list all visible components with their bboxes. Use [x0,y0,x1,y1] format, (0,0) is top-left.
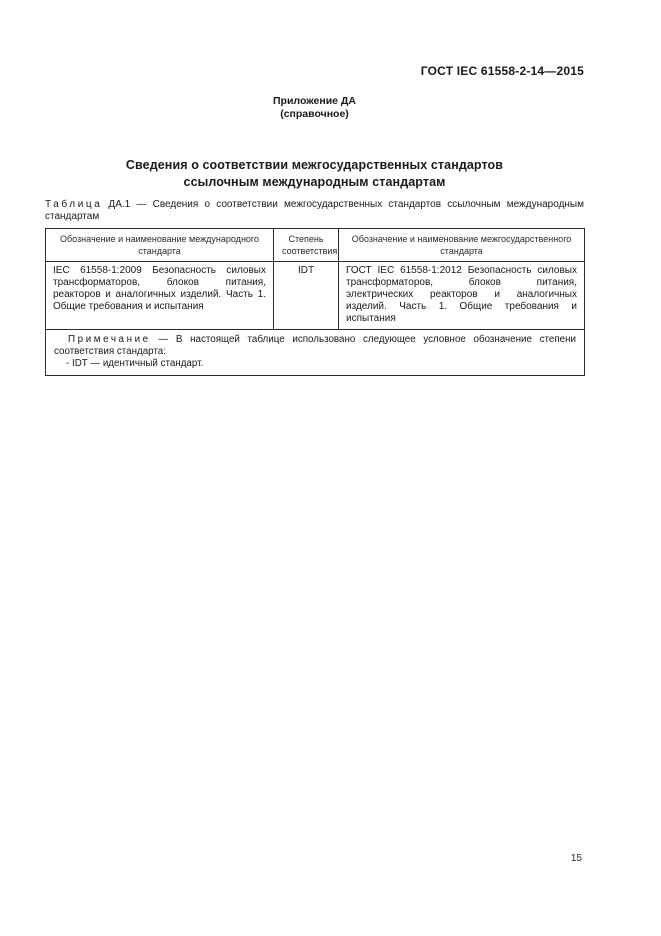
note-cell [46,330,585,376]
section-title-line2: ссылочным международным стандартам [183,174,446,189]
section-title [45,157,584,190]
cell-degree-of-conformity: IDT [274,262,339,330]
table-caption-label: Таблица [45,199,103,210]
column-header-international-standard: Обозначение и наименование международного стандарта [46,229,274,262]
column-header-degree-of-conformity: Степень соответствия [274,229,339,262]
page-number: 15 [570,853,582,864]
note-text: — В настоящей таблице использовано следующее условное обозначение степени соответствия стандарта: [54,334,576,357]
table-caption [45,199,584,223]
table-note-row [46,330,585,376]
section-title-line1: Сведения о соответствии межгосударственных стандартов [125,158,504,172]
annex-title: Приложение ДА [273,95,356,107]
note-paragraph [54,334,576,357]
table-row [46,262,585,330]
table-header-row [46,229,585,262]
running-header: ГОСТ IEC 61558-2-14—2015 [420,64,584,78]
correspondence-table [45,228,585,376]
content-column [45,0,584,376]
table-caption-text: ДА.1 — Сведения о соответствии межгосударственных стандартов ссылочным международным стандартам [45,199,584,222]
note-label: Примечание [68,334,151,345]
cell-interstate-standard: ГОСТ IEC 61558-1:2012 Безопасность силовых трансформаторов, блоков питания, электрических реакторов и аналогичных изделий. Часть 1. Общие требования и испытания [339,262,585,330]
note-item-idt: - IDT — идентичный стандарт. [66,358,204,369]
column-header-interstate-standard: Обозначение и наименование межгосударственного стандарта [339,229,585,262]
annex-heading [45,95,584,121]
annex-subtitle: (справочное) [280,108,349,120]
cell-international-standard: IEC 61558-1:2009 Безопасность силовых трансформаторов, блоков питания, реакторов и аналогичных изделий. Часть 1. Общие требования и испытания [46,262,274,330]
